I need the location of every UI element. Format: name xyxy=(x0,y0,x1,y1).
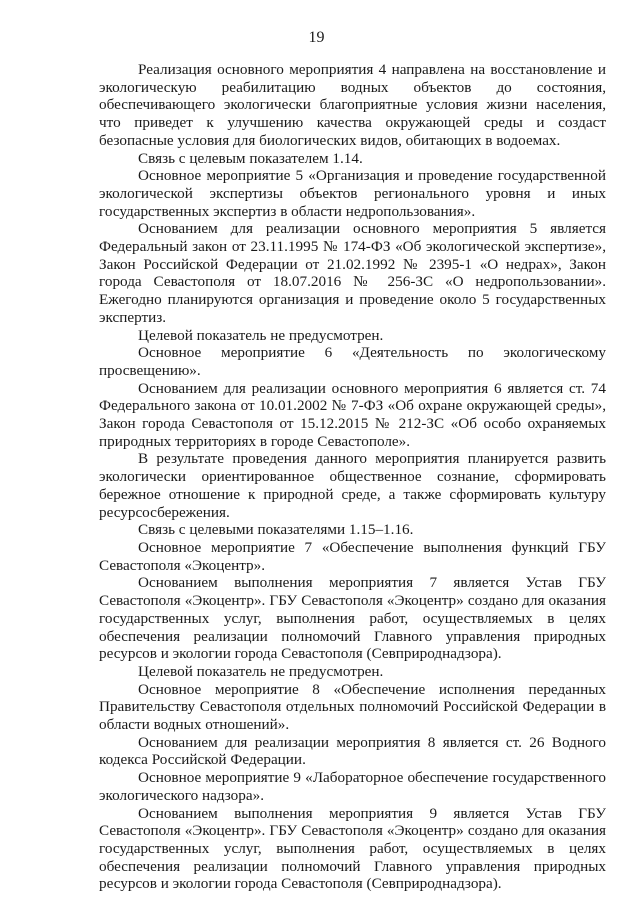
paragraph-12: Целевой показатель не предусмотрен. xyxy=(138,662,384,680)
paragraph-14: Основанием для реализации мероприятия 8 является ст. 26 Водного кодекса Российской Федерации. xyxy=(99,733,606,769)
paragraph-3: Основное мероприятие 5 «Организация и проведение государственной экологической экспертизы объектов регионального уровня и иных государственных экспертиз в области недропользования». xyxy=(99,167,606,220)
paragraph-15: Основное мероприятие 9 «Лабораторное обеспечение государственного экологического надзора». xyxy=(99,769,606,804)
paragraph-7: Основанием для реализации основного мероприятия 6 является ст. 74 Федерального закона от 10.01.2002 № 7-ФЗ «Об охране окружающей среды», Закон города Севастополя от 15.12.2015 № 212-ЗС «Об особо охраняемых природных территориях в городе Севастополе». xyxy=(99,379,606,450)
paragraph-16: Основанием выполнения мероприятия 9 является Устав ГБУ Севастополя «Экоцентр». ГБУ Севастополя «Экоцентр» создано для оказания государственных услуг, выполнения работ, осуществляемых в целях обеспечения реализации полномочий Главного управления природных ресурсов и экологии города Севастополя (Севприроднадзора). xyxy=(99,804,606,893)
paragraph-6: Основное мероприятие 6 «Деятельность по экологическому просвещению». xyxy=(99,344,606,379)
paragraph-13: Основное мероприятие 8 «Обеспечение исполнения переданных Правительству Севастополя отдельных полномочий Российской Федерации в области водных отношений». xyxy=(99,680,606,734)
paragraph-2: Связь с целевым показателем 1.14. xyxy=(138,149,363,167)
paragraph-8: В результате проведения данного мероприятия планируется развить экологически ориентированное общественное сознание, сформировать бережное отношение к природной среде, а также сформировать культуру ресурсосбережения. xyxy=(99,450,606,521)
paragraph-10: Основное мероприятие 7 «Обеспечение выполнения функций ГБУ Севастополя «Экоцентр». xyxy=(99,538,606,574)
paragraph-1: Реализация основного мероприятия 4 направлена на восстановление и экологическую реабилитацию водных объектов до состояния, обеспечивающего экологически благоприятные условия жизни населения, что приведет к улучшению качества окружающей среды и создаст безопасные условия для биологических видов, обитающих в водоемах. xyxy=(99,61,606,149)
document-body xyxy=(99,61,606,893)
paragraph-9: Связь с целевыми показателями 1.15–1.16. xyxy=(138,521,414,539)
paragraph-5: Целевой показатель не предусмотрен. xyxy=(138,326,384,344)
paragraph-11: Основанием выполнения мероприятия 7 является Устав ГБУ Севастополя «Экоцентр». ГБУ Севастополя «Экоцентр» создано для оказания государственных услуг, выполнения работ, осуществляемых в целях обеспечения реализации полномочий Главного управления природных ресурсов и экологии города Севастополя (Севприроднадзора). xyxy=(99,574,606,663)
paragraph-4: Основанием для реализации основного мероприятия 5 является Федеральный закон от 23.11.1995 № 174-ФЗ «Об экологической экспертизе», Закон Российской Федерации от 21.02.1992 № 2395-1 «О недрах», Закон города Севастополя от 18.07.2016 № 256-ЗС «О недропользовании». Ежегодно планируются организация и проведение около 5 государственных экспертиз. xyxy=(99,220,606,326)
page-number: 19 xyxy=(308,29,325,46)
